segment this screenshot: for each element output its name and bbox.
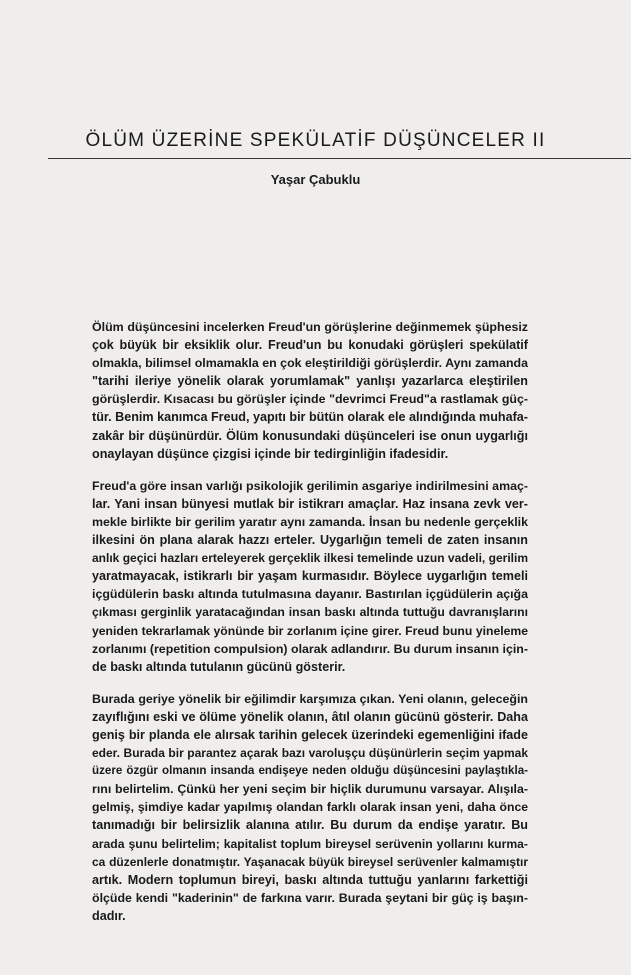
text-line: çıkması gerginlik yaratacağından insan baskı altında tuttuğu davranışlarını: [92, 605, 528, 620]
paragraph-3: [92, 690, 528, 925]
text-line: rını belirtelim. Çünkü her yeni seçim bir hiçlik durumunu varsayar. Alışıla-: [92, 782, 528, 797]
text-line: olmakla, bilimsel olmamakla en çok eleştirildiği görüşlerdir. Aynı zamanda: [92, 356, 528, 371]
text-line: onaylayan düşünce çizgisi içinde bir tedirginliğin ifadesidir.: [92, 446, 449, 461]
text-line: yeniden tekrarlamak yönünde bir zorlanım içine girer. Freud bunu yineleme: [92, 623, 528, 638]
text-line: gelmiş, şimdiye kadar yapılmış olandan farklı olarak insan yeni, daha önce: [92, 800, 528, 815]
text-line: yaratmayacak, istikrarlı bir yaşam kurmasıdır. Böylece uygarlığın temeli: [92, 569, 528, 584]
text-line: Ölüm düşüncesini incelerken Freud'un görüşlerine değinmemek şüphesiz: [92, 320, 528, 334]
text-line: zorlanımı (repetition compulsion) olarak adlandırır. Bu durum insanın için-: [92, 641, 528, 656]
text-line: de baskı altında tutulanın gücünü gösterir.: [92, 659, 346, 674]
text-line: "tarihi ileriye yönelik olarak yorumlamak" yanlışı yazarlarca eleştirilen: [92, 374, 528, 389]
text-line: çok büyük bir eksiklik olur. Freud'un bu konudaki görüşleri spekülatif: [92, 338, 528, 353]
text-line: mekle birlikte bir gerilim yaratır aynı zamanda. İnsan bu nedenle gerçeklik: [92, 514, 528, 529]
text-line: ölçüde kendi "kaderinin" de farkına varır. Burada şeytani bir güç iş başın-: [92, 890, 528, 905]
text-line: dadır.: [92, 908, 126, 923]
text-line: tanımadığı bir belirsizlik alanına atılır. Bu durum da endişe yaratır. Bu: [92, 818, 528, 833]
text-line: zakâr bir düşünürdür. Ölüm konusundaki düşünceleri ise onun uygarlığı: [92, 428, 528, 443]
text-line: Freud'a göre insan varlığı psikolojik gerilimin asgariye indirilmesini amaç-: [92, 478, 528, 493]
text-line: eder. Burada bir parantez açarak bazı varoluşçu düşünürlerin seçim yapmak: [92, 746, 528, 761]
title-divider: [48, 158, 631, 159]
text-line: görüşlerdir. Kısacası bu görüşler içinde "devrimci Freud"a rastlamak güç-: [92, 392, 528, 407]
article-title: ÖLÜM ÜZERİNE SPEKÜLATİF DÜŞÜNCELER II: [85, 130, 546, 151]
paragraph-1: [92, 318, 528, 463]
paragraph-2: [92, 477, 528, 676]
text-line: lar. Yani insan bünyesi mutlak bir istikrarı amaçlar. Haz insana zevk ver-: [92, 496, 528, 511]
text-line: ilkesini ön plana alarak hazzı erteler. Uygarlığın temeli de zaten insanın: [92, 533, 528, 548]
text-line: artık. Modern toplumun bireyi, baskı altında tuttuğu yanlarını farkettiği: [92, 872, 528, 887]
text-line: üzere özgür olmanın insanda endişeye neden olduğu düşüncesini paylaştıkla-: [92, 764, 528, 778]
text-line: içgüdülerin baskı altında tutulmasına dayanır. Bastırılan içgüdülerin açığa: [92, 587, 528, 602]
text-line: Burada geriye yönelik bir eğilimdir karşımıza çıkan. Yeni olanın, geleceğin: [92, 691, 528, 706]
article-body: [92, 318, 528, 939]
text-line: arada şunu belirtelim; kapitalist toplum bireysel serüvenin yollarını kurma-: [92, 836, 528, 851]
text-line: geniş bir planda ele alırsak tarihin gelecek üzerindeki egemenliğini ifade: [92, 727, 528, 742]
text-line: anlık geçici hazları erteleyerek gerçeklik ilkesi temelinde uzun vadeli, gerilim: [92, 551, 528, 566]
author-name: Yaşar Çabuklu: [270, 172, 361, 187]
text-line: zayıflığını eski ve ölüme yönelik olanın, âtıl olanın gücünü gösterir. Daha: [92, 709, 528, 724]
text-line: ca düzenlerle donatmıştır. Yaşanacak büyük bireysel serüvenler kalmamıştır: [92, 854, 528, 869]
text-line: tür. Benim kanımca Freud, yapıtı bir bütün olarak ele alındığında muhafa-: [92, 410, 528, 425]
